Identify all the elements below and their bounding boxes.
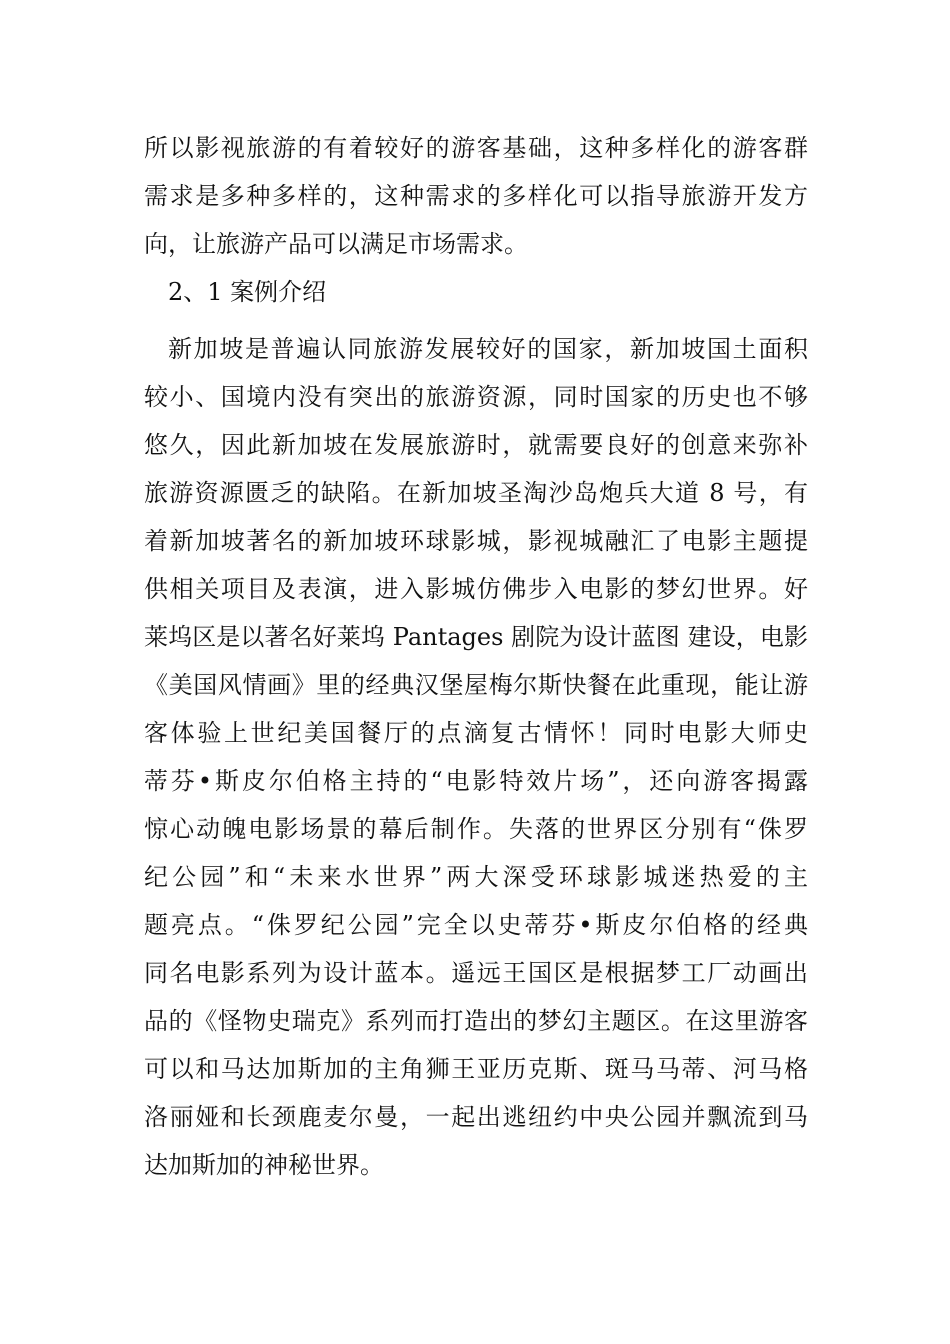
paragraph-line: 莱坞区是以著名好莱坞 Pantages 剧院为设计蓝图 建设，电影 (144, 623, 808, 651)
paragraph-line: 同名电影系列为设计蓝本。遥远王国区是根据梦工厂动画出 (144, 959, 808, 987)
paragraph-line: 可以和马达加斯加的主角狮王亚历克斯、斑马马蒂、河马格 (144, 1055, 808, 1083)
paragraph-line: 纪公园”和“未来水世界”两大深受环球影城迷热爱的主 (144, 863, 808, 891)
paragraph-line: 蒂芬•斯皮尔伯格主持的“电影特效片场”，还向游客揭露 (144, 767, 808, 795)
paragraph-line: 旅游资源匮乏的缺陷。在新加坡圣淘沙岛炮兵大道 8 号，有 (144, 479, 808, 507)
paragraph-line: 题亮点。“侏罗纪公园”完全以史蒂芬•斯皮尔伯格的经典 (144, 911, 808, 939)
paragraph-line: 品的《怪物史瑞克》系列而打造出的梦幻主题区。在这里游客 (144, 1007, 808, 1035)
paragraph-line: 向，让旅游产品可以满足市场需求。 (144, 230, 528, 258)
paragraph-line: 客体验上世纪美国餐厅的点滴复古情怀！同时电影大师史 (144, 719, 808, 747)
paragraph-line: 较小、国境内没有突出的旅游资源，同时国家的历史也不够 (144, 383, 808, 411)
section-heading: 2、1 案例介绍 (168, 278, 327, 306)
paragraph-line: 悠久，因此新加坡在发展旅游时，就需要良好的创意来弥补 (144, 431, 808, 459)
paragraph-line: 着新加坡著名的新加坡环球影城，影视城融汇了电影主题提 (144, 527, 808, 555)
paragraph-line: 供相关项目及表演，进入影城仿佛步入电影的梦幻世界。好 (144, 575, 808, 603)
paragraph-line: 《美国风情画》里的经典汉堡屋梅尔斯快餐在此重现，能让游 (144, 671, 808, 699)
paragraph-line: 惊心动魄电影场景的幕后制作。失落的世界区分别有“侏罗 (144, 815, 808, 843)
paragraph-line: 达加斯加的神秘世界。 (144, 1151, 384, 1179)
paragraph-line: 所以影视旅游的有着较好的游客基础，这种多样化的游客群 (144, 134, 808, 162)
paragraph-line: 洛丽娅和长颈鹿麦尔曼，一起出逃纽约中央公园并飘流到马 (144, 1103, 808, 1131)
paragraph-line: 需求是多种多样的，这种需求的多样化可以指导旅游开发方 (144, 182, 808, 210)
paragraph-line: 新加坡是普遍认同旅游发展较好的国家，新加坡国土面积 (168, 335, 808, 363)
